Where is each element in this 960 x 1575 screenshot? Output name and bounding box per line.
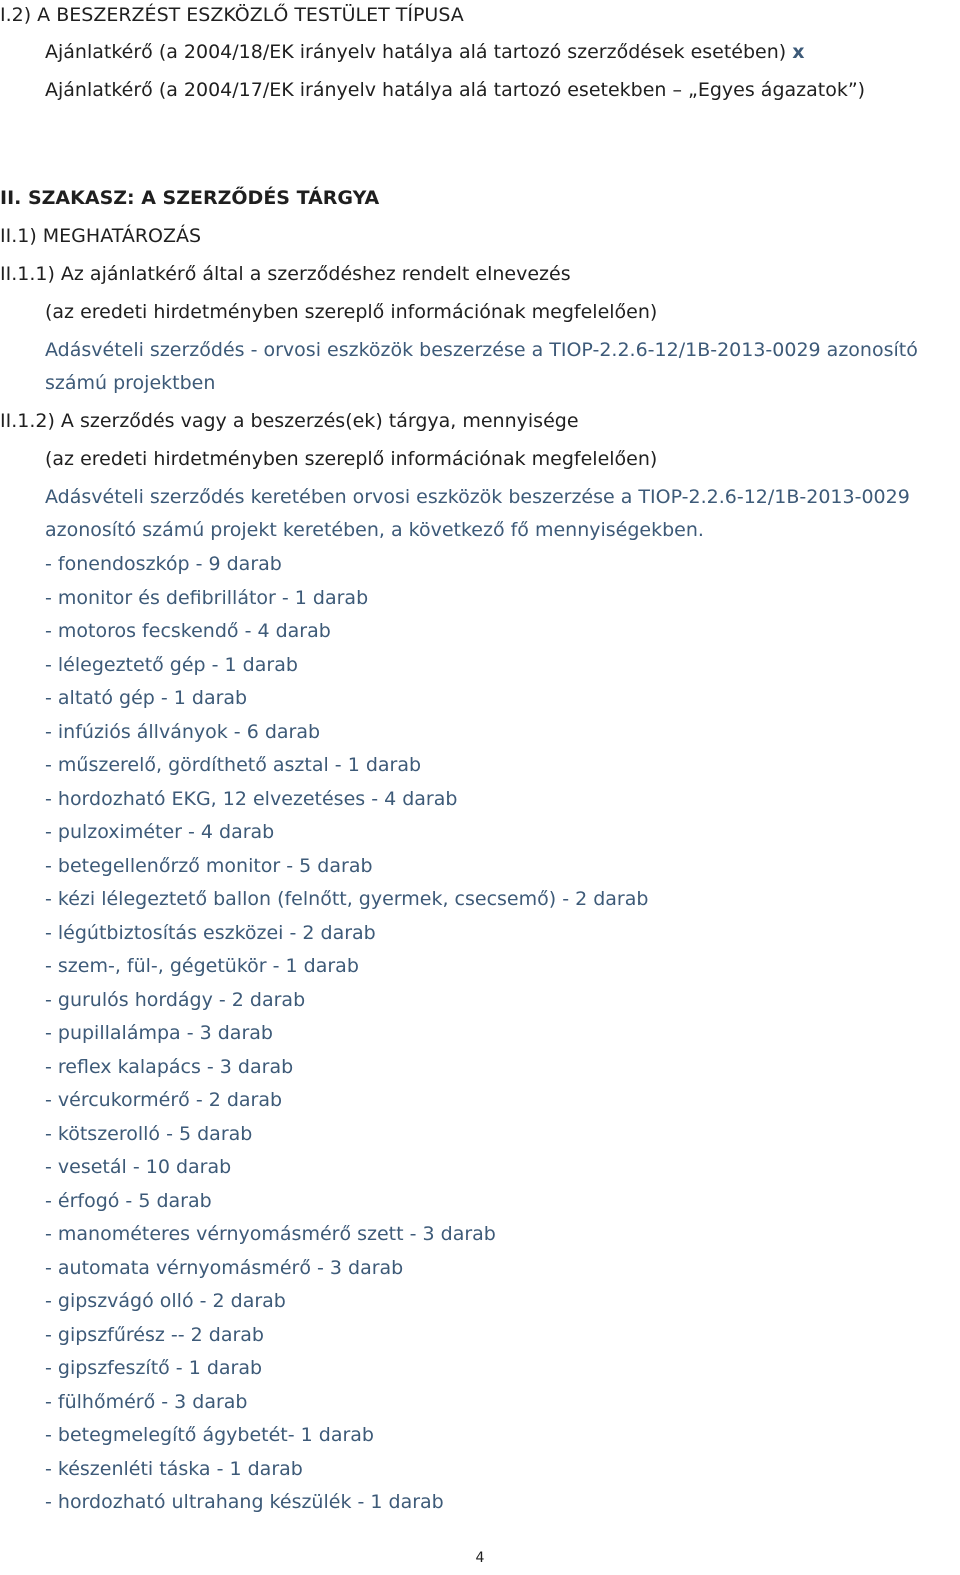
list-item: - manométeres vérnyomásmérő szett - 3 darab [45, 1223, 496, 1245]
list-item: - betegmelegítő ágybetét- 1 darab [45, 1424, 374, 1446]
subject-description-line-1: Adásvételi szerződés keretében orvosi eszközök beszerzése a TIOP-2.2.6-12/1B-2013-0029 [45, 486, 910, 508]
list-item: - műszerelő, gördíthető asztal - 1 darab [45, 754, 422, 776]
list-item: - hordozható ultrahang készülék - 1 darab [45, 1491, 444, 1513]
list-item: - gurulós hordágy - 2 darab [45, 988, 306, 1011]
section-i2-heading: I.2) A BESZERZÉST ESZKÖZLŐ TESTÜLET TÍPUSA [0, 4, 464, 26]
list-item: - betegellenőrző monitor - 5 darab [45, 854, 373, 877]
list-item: - pulzoximéter - 4 darab [45, 821, 275, 843]
contract-title-line-2: számú projektben [45, 372, 216, 394]
list-item: - gipszfűrész -- 2 darab [45, 1323, 264, 1346]
list-item: - motoros fecskendő - 4 darab [45, 620, 331, 642]
list-item: - készenléti táska - 1 darab [45, 1457, 303, 1480]
list-item: - vércukormérő - 2 darab [45, 1089, 283, 1111]
quantity-list [45, 551, 648, 1523]
contracting-authority-option-1 [45, 39, 805, 65]
page-number: 4 [475, 1550, 485, 1566]
list-item: - fülhőmérő - 3 darab [45, 1390, 248, 1413]
contracting-authority-option-2: Ajánlatkérő (a 2004/17/EK irányelv hatálya alá tartozó esetekben – „Egyes ágazatok”) [45, 79, 866, 101]
list-item: - automata vérnyomásmérő - 3 darab [45, 1256, 404, 1279]
list-item: - altató gép - 1 darab [45, 687, 248, 709]
selected-mark: x [792, 41, 805, 63]
section-ii11-note: (az eredeti hirdetményben szereplő információnak megfelelően) [45, 301, 658, 323]
list-item: - reflex kalapács - 3 darab [45, 1055, 294, 1078]
list-item: - vesetál - 10 darab [45, 1156, 232, 1178]
section-ii12-note: (az eredeti hirdetményben szereplő információnak megfelelően) [45, 448, 658, 470]
list-item: - fonendoszkóp - 9 darab [45, 553, 282, 575]
list-item: - kötszerolló - 5 darab [45, 1122, 253, 1145]
list-item: - érfogó - 5 darab [45, 1189, 212, 1212]
subject-description-line-2: azonosító számú projekt keretében, a következő fő mennyiségekben. [45, 519, 704, 541]
list-item: - gipszfeszítő - 1 darab [45, 1357, 263, 1379]
section-ii1-heading: II.1) MEGHATÁROZÁS [0, 225, 202, 247]
list-item: - hordozható EKG, 12 elvezetéses - 4 darab [45, 787, 458, 810]
section-ii12-heading: II.1.2) A szerződés vagy a beszerzés(ek) tárgya, mennyisége [0, 410, 579, 432]
contract-title-line-1: Adásvételi szerződés - orvosi eszközök beszerzése a TIOP-2.2.6-12/1B-2013-0029 azonosító [45, 339, 918, 361]
list-item: - lélegeztető gép - 1 darab [45, 653, 298, 676]
option-1-text: Ajánlatkérő (a 2004/18/EK irányelv hatálya alá tartozó szerződések esetében) [45, 41, 787, 63]
list-item: - infúziós állványok - 6 darab [45, 720, 321, 743]
list-item: - pupillalámpa - 3 darab [45, 1022, 273, 1044]
section-ii11-heading: II.1.1) Az ajánlatkérő által a szerződéshez rendelt elnevezés [0, 263, 571, 285]
list-item: - gipszvágó olló - 2 darab [45, 1290, 286, 1312]
list-item: - szem-, fül-, gégetükör - 1 darab [45, 955, 359, 977]
section-ii-heading: II. SZAKASZ: A SZERZŐDÉS TÁRGYA [0, 187, 380, 209]
list-item: - légútbiztosítás eszközei - 2 darab [45, 921, 376, 944]
list-item: - kézi lélegeztető ballon (felnőtt, gyermek, csecsemő) - 2 darab [45, 888, 649, 910]
list-item: - monitor és defibrillátor - 1 darab [45, 586, 369, 609]
